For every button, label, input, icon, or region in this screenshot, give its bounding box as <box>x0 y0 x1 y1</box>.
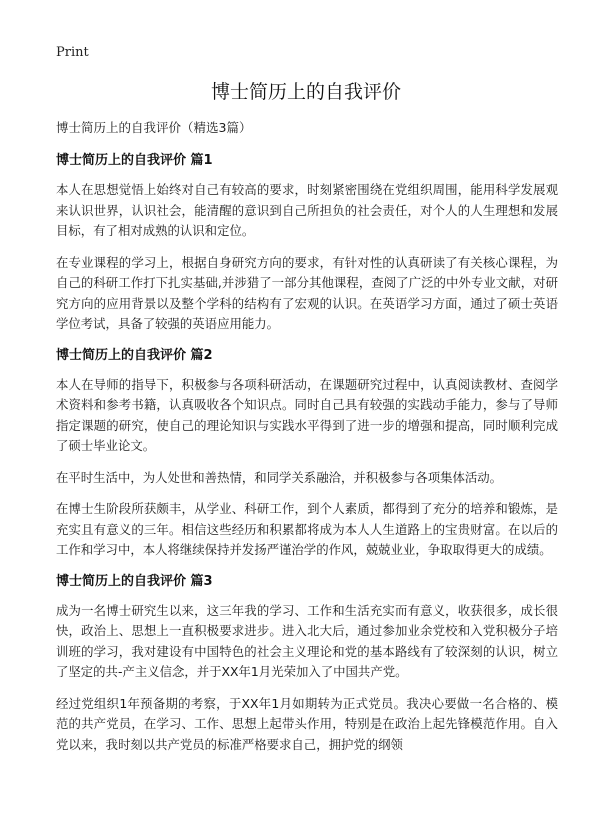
print-link[interactable]: Print <box>56 45 89 60</box>
paragraph: 在平时生活中，为人处世和善热情，和同学关系融洽，并积极参与各项集体活动。 <box>56 469 503 485</box>
section-2 <box>56 346 558 561</box>
section-heading: 博士简历上的自我评价 篇1 <box>56 153 213 168</box>
document-body <box>56 118 558 766</box>
section-1 <box>56 151 558 335</box>
paragraph: 在专业课程的学习上，根据自身研究方向的要求，有针对性的认真研读了有关核心课程，为自己的科研工作打下扎实基础,并涉猎了一部分其他课程，查阅了广泛的中外专业文献，对研究方向的应用背景以及整个学科的结构有了宏观的认识。在英语学习方面，通过了硕士英语学位考试，具备了较强的英语应用能力。 <box>56 254 558 331</box>
document-subtitle: 博士简历上的自我评价（精选3篇） <box>56 120 252 135</box>
paragraph: 本人在思想觉悟上始终对自己有较高的要求，时刻紧密围绕在党组织周围，能用科学发展观来认识世界，认识社会，能清醒的意识到自己所担负的社会责任，对个人的人生理想和发展目标，有了相对成熟的认识和定位。 <box>56 182 558 238</box>
section-heading: 博士简历上的自我评价 篇3 <box>56 573 213 589</box>
paragraph: 在博士生阶段所获颇丰，从学业、科研工作，到个人素质，都得到了充分的培养和锻炼，是充实且有意义的三年。相信这些经历和积累都将成为本人人生道路上的宝贵财富。在以后的工作和学习中，本人将继续保持并发扬严谨治学的作风，兢兢业业，争取取得更大的成绩。 <box>56 501 558 557</box>
section-3 <box>56 572 558 756</box>
paragraph: 成为一名博士研究生以来，这三年我的学习、工作和生活充实而有意义，收获很多，成长很快，政治上、思想上一直积极要求进步。进入北大后，通过参加业余党校和入党积极分子培训班的学习，我对建设有中国特色的社会主义理论和党的基本路线有了较深刻的认识，树立了坚定的共-产主义信念，并于XX年1月光荣加入了中国共产党。 <box>56 602 558 679</box>
document-title: 博士简历上的自我评价 <box>210 81 401 103</box>
paragraph: 本人在导师的指导下，积极参与各项科研活动，在课题研究过程中，认真阅读教材、查阅学术资料和参考书籍，认真吸收各个知识点。同时自己具有较强的实践动手能力，参与了导师指定课题的研究，使自己的理论知识与实践水平得到了进一步的增强和提高，同时顺利完成了硕士毕业论文。 <box>56 376 558 453</box>
section-heading: 博士简历上的自我评价 篇2 <box>56 347 213 363</box>
paragraph: 经过党组织1年预备期的考察，于XX年1月如期转为正式党员。我决心要做一名合格的、模范的共产党员，在学习、工作、思想上起带头作用，特别是在政治上起先锋模范作用。自入党以来，我时刻以共产党员的标准严格要求自己，拥护党的纲领 <box>56 695 558 752</box>
